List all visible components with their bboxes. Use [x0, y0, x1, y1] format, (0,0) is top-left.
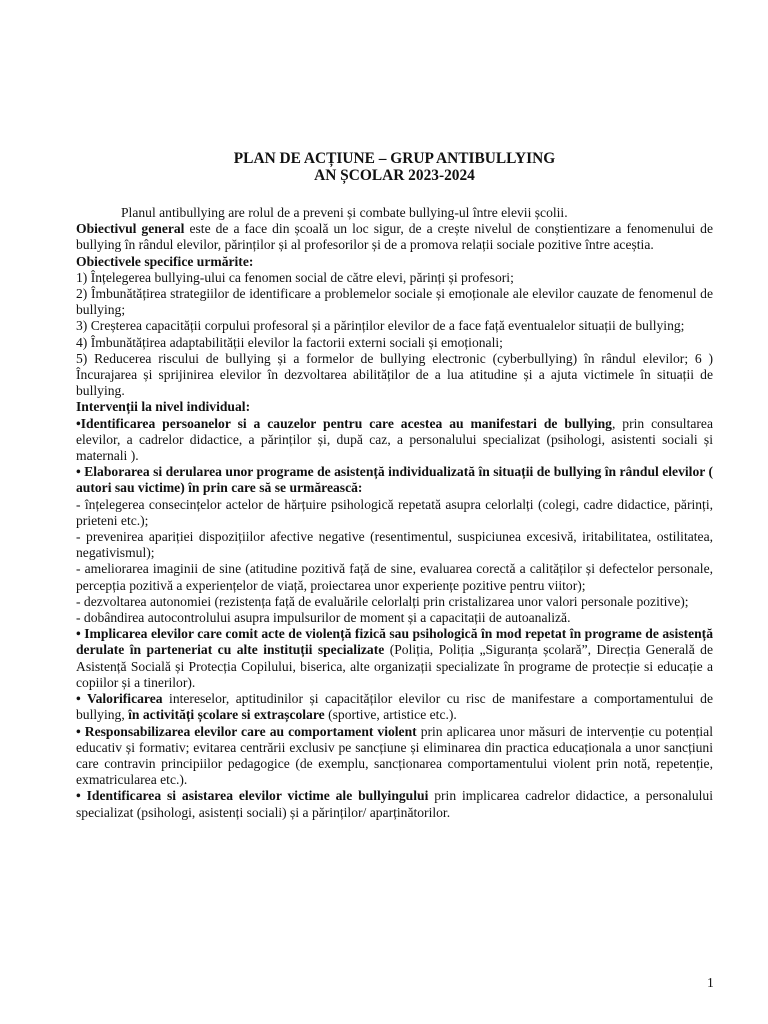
document-title: PLAN DE ACȚIUNE – GRUP ANTIBULLYING — [233, 150, 556, 167]
intervention-item-4: • Valorificarea intereselor, aptitudinilor și capacităților elevilor cu risc de manifestare a comportamentului de bullying, în activități școlare si extrașcolare (sportive, artistice etc.). — [76, 691, 713, 723]
sub-item-5: - dobândirea autocontrolului asupra impulsurilor de moment și a capacitații de autoanaliză. — [76, 610, 571, 626]
page-number: 1 — [707, 975, 714, 990]
sub-item-2: - prevenirea apariției dispozițiilor afective negative (resentimentul, suspiciunea excesivă, iritabilitatea, ostilitatea, negativismul); — [76, 529, 713, 561]
sub-item-1: - înțelegerea consecințelor actelor de hărțuire psihologică repetată asupra celorlalți (colegi, cadre didactice, părinți, prieteni etc.); — [76, 496, 713, 528]
document-subtitle: AN ȘCOLAR 2023-2024 — [314, 166, 475, 184]
general-objective-text: este de a face din școală un loc sigur, de a crește nivelul de conștientizare a fenomenului de bullying în rândul elevilor, părinților și al profesorilor și de a promova relații sociale pozitive între aceștia. — [76, 221, 713, 253]
individual-interventions-heading: Intervenții la nivel individual: — [76, 399, 251, 415]
sub-item-3: - ameliorarea imaginii de sine (atitudine pozitivă față de sine, evaluarea corectă a calităților și defectelor personale, percepția pozitivă a experiențelor de viață, proiectarea unor experiențe pozitive pentru viitor); — [76, 561, 713, 593]
intervention-item-5: • Responsabilizarea elevilor care au comportament violent prin aplicarea unor măsuri de intervenție cu potențial educativ și formativ; evitarea centrării exclusiv pe sancțiune și eliminarea din practica educaționala a unor sancțiuni care contravin principiilor pedagogice (de exemplu, sancționarea comportamentului violent prin notă, repetenție, exmatricularea etc.). — [76, 723, 713, 788]
objective-4: 4) Îmbunătățirea adaptabilității elevilor la factorii externi sociali și emoționali; — [76, 334, 503, 350]
intervention-item-1: •Identificarea persoanelor si a cauzelor pentru care acestea au manifestari de bullying, prin consultarea elevilor, a cadrelor didactice, a părinților și, după caz, a personalului specializat (psihologi, asistenti sociali și maternali ). — [76, 415, 713, 464]
intervention-item-6: • Identificarea si asistarea elevilor victime ale bullyingului prin implicarea cadrelor didactice, a personalului specializat (psihologi, asistenți sociali) și a părinților/ aparținătorilor. — [76, 788, 713, 820]
intervention-item-2: • Elaborarea si derularea unor programe de asistență individualizată în situații de bullying în rândul elevilor ( autori sau victime) în prin care să se urmărească: — [76, 464, 713, 496]
objective-2: 2) Îmbunătățirea strategiilor de identificare a problemelor sociale și emoționale ale elevilor cauzate de fenomenul de bullying; — [76, 286, 713, 318]
objective-1: 1) Înțelegerea bullying-ului ca fenomen social de către elevi, părinți și profesori; — [76, 269, 514, 285]
intro-paragraph: Planul antibullying are rolul de a preveni și combate bullying-ul între elevii școlii. — [121, 205, 568, 220]
general-objective-label: Obiectivul general — [76, 221, 185, 237]
intervention-item-3: • Implicarea elevilor care comit acte de violență fizică sau psihologică în mod repetat în programe de asistență derulate în parteneriat cu alte instituții specializate (Poliția, Poliția „Siguranța școlară”, Direcția Generală de Asistență Socială și Protecția Copilului, biserica, alte organizații specializate în programe de protecție si educație a copiilor și a tinerilor). — [76, 626, 713, 690]
specific-objectives-heading: Obiectivele specifice urmărite: — [76, 253, 254, 269]
document-page — [76, 151, 713, 821]
objective-3: 3) Creșterea capacității corpului profesoral și a părinților elevilor de a face față eventualelor situații de bullying; — [76, 318, 685, 334]
objective-5: 5) Reducerea riscului de bullying și a formelor de bullying electronic (cyberbullying) în rândul elevilor; 6 ) Încurajarea și sprijinirea elevilor în dezvoltarea abilităților de a lua atitudine și a ajuta victimele în situații de bullying. — [76, 350, 713, 399]
sub-item-4: - dezvoltarea autonomiei (rezistența față de evaluările celorlalți prin cristalizarea unor valori personale pozitive); — [76, 593, 689, 609]
general-objective-paragraph — [76, 221, 713, 253]
